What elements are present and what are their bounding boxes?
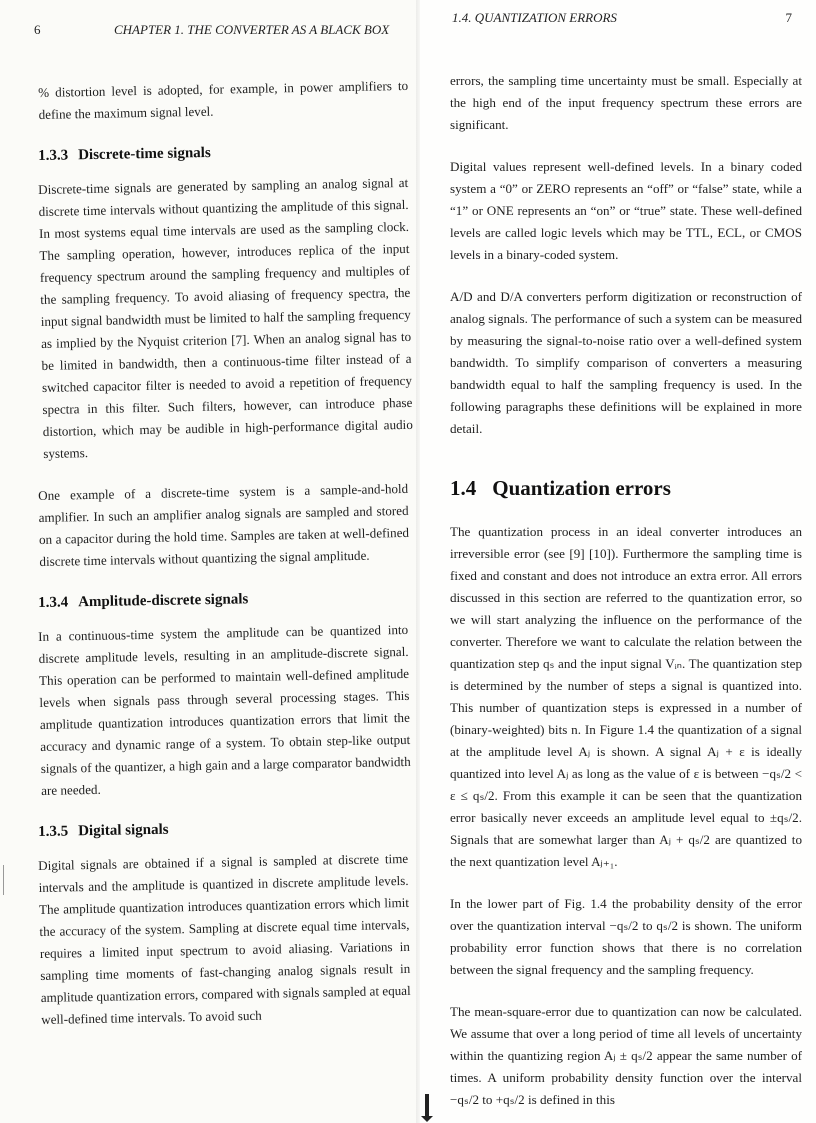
section-number: 1.3.3 [38, 147, 69, 164]
section-heading-1-3-4 [38, 589, 408, 612]
section-title: Discrete-time signals [77, 144, 211, 164]
left-continuation-paragraph: % distortion level is adopted, for example, in power amplifiers to define the maximum signal level. [38, 77, 409, 122]
right-continuation-paragraph: errors, the sampling time uncertainty must be small. Especially at the high end of the input frequency spectrum these errors are significant. [450, 73, 802, 132]
section-title: Digital signals [77, 821, 169, 840]
scan-binding-mark [425, 1094, 429, 1120]
paragraph: The quantization process in an ideal converter introduces an irreversible error (see [9] [10]). Furthermore the sampling time is fixed and constant and does not introduce an extra error. All errors discussed in this section are referred to the quantization error, so we will start analyzing the influence on the performance of the converter. Therefore we want to calculate the relation between the quantization step qₛ and the input signal Vᵢₙ. The quantization step is determined by the number of steps a signal is quantized into. This number of quantization steps is expressed in a number of (binary-weighted) bits n. In Figure 1.4 the quantization of a signal at the amplitude level Aⱼ is shown. A signal Aⱼ + ε is ideally quantized into level Aⱼ as long as the value of ε is between −qₛ/2 < ε ≤ qₛ/2. From this example it can be seen that the quantization error basically never exceeds an amplitude level equal to ±qₛ/2. Signals that are somewhat larger than Aⱼ + qₛ/2 are quantized to the next quantization level Aⱼ₊₁. [450, 524, 802, 869]
right-page [420, 0, 816, 1123]
left-header-title: CHAPTER 1. THE CONVERTER AS A BLACK BOX [114, 22, 390, 37]
paragraph: In a continuous-time system the amplitude can be quantized into discrete amplitude levels, resulting in an amplitude-discrete signal. This operation can be performed to maintain well-defined amplitude levels when signals pass through several processing stages. This amplitude quantization introduces quantization errors that limit the accuracy and dynamic range of a system. To obtain step-like output signals of the quantizer, a high gain and a large comparator bandwidth are needed. [38, 621, 411, 798]
section-number: 1.4 [450, 476, 477, 500]
section-title: Quantization errors [492, 476, 671, 500]
right-header-title: 1.4. QUANTIZATION ERRORS [452, 10, 617, 25]
paragraph: A/D and D/A converters perform digitization or reconstruction of analog signals. The performance of such a system can be measured by measuring the signal-to-noise ratio over a well-defined system bandwidth. To simplify comparison of converters a measuring bandwidth equal to half the sampling frequency is used. In the following paragraphs these definitions will be explained in more detail. [450, 289, 802, 436]
section-heading-1-3-5 [38, 818, 408, 841]
section-number: 1.3.5 [38, 823, 69, 840]
paragraph: The mean-square-error due to quantization can now be calculated. We assume that over a long period of time all levels of uncertainty within the quantizing region Aⱼ ± qₛ/2 appear the same number of times. A uniform probability density function over the interval −qₛ/2 to +qₛ/2 is defined in this [450, 1004, 802, 1107]
paragraph: Digital signals are obtained if a signal is sampled at discrete time intervals and the amplitude is quantized in discrete amplitude levels. The amplitude quantization introduces quantization errors which limit the accuracy of the system. Sampling at discrete equal time intervals, requires a limited input spectrum to avoid aliasing. Variations in sampling time moments of fast-changing analog signals result in amplitude quantization errors, compared with signals sampled at equal well-defined time intervals. To avoid such [38, 850, 411, 1027]
left-running-head [34, 22, 408, 42]
left-page-number: 6 [34, 22, 41, 37]
paragraph: Discrete-time signals are generated by sampling an analog signal at discrete time intervals without quantizing the amplitude of this signal. In most systems equal time intervals are used as the sampling clock. The sampling operation, however, introduces replica of the input frequency spectrum around the sampling frequency and multiples of the sampling frequency. To avoid aliasing of frequency spectra, the input signal bandwidth must be limited to half the sampling frequency as implied by the Nyquist criterion [7]. When an analog signal has to be limited in bandwidth, then a continuous-time filter instead of a switched capacitor filter is needed to avoid a repetition of frequency spectra in this filter. Such filters, however, can introduce phase distortion, which may be audible in high-performance digital audio systems. [38, 174, 413, 461]
section-title: Amplitude-discrete signals [77, 591, 249, 611]
scan-edge-mark [3, 865, 4, 895]
section-number: 1.3.4 [38, 594, 69, 611]
section-heading-1-3-3 [38, 142, 408, 165]
right-page-number: 7 [785, 10, 792, 25]
paragraph: One example of a discrete-time system is a sample-and-hold amplifier. In such an amplifier analog signals are sampled and stored on a capacitor during the hold time. Samples are taken at well-defined discrete time intervals without quantizing the signal amplitude. [38, 480, 410, 569]
section-heading-1-4 [450, 476, 802, 501]
right-running-head [450, 10, 802, 30]
paragraph: In the lower part of Fig. 1.4 the probability density of the error over the quantization interval −qₛ/2 to qₛ/2 is shown. The uniform probability error function shows that there is no correlation between the signal frequency and the sampling frequency. [450, 896, 802, 977]
paragraph: Digital values represent well-defined levels. In a binary coded system a “0” or ZERO represents an “off” or “false” state, while a “1” or ONE represents an “on” or “true” state. These well-defined levels are called logic levels which may be TTL, ECL, or CMOS levels in a binary-coded system. [450, 159, 802, 262]
